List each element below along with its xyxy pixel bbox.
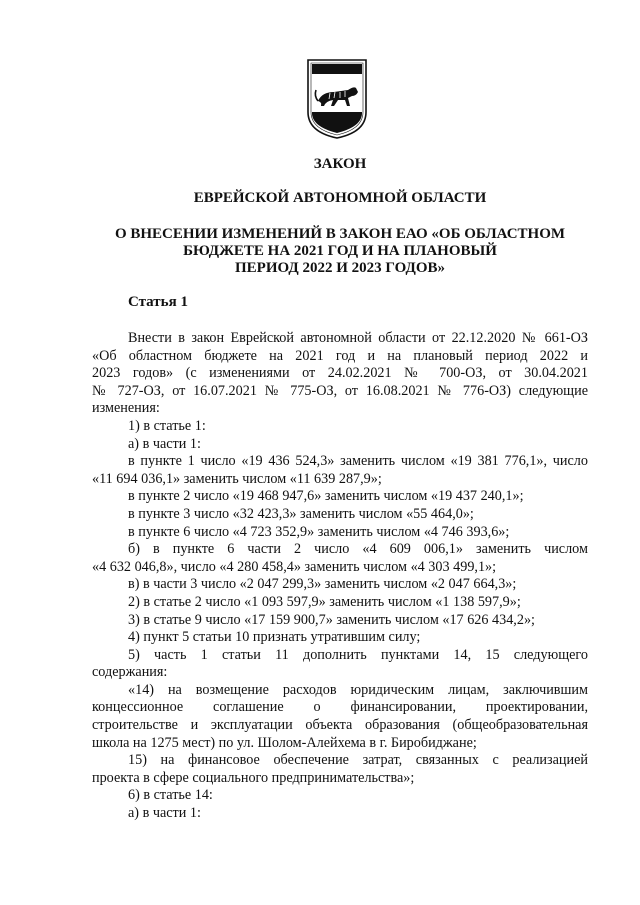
body-line: школа на 1275 мест) по ул. Шолом-Алейхема в г. Биробиджане;: [92, 734, 477, 751]
body-line: 15) на финансовое обеспечение затрат, связанных с реализацией: [128, 752, 588, 769]
body-line: 2) в статье 2 число «1 093 597,9» заменить числом «1 138 597,9»;: [128, 593, 521, 610]
body-line: «14) на возмещение расходов юридическим лицам, заключившим: [128, 681, 588, 698]
article-body: [92, 330, 588, 823]
body-line: 3) в статье 9 число «17 159 900,7» заменить числом «17 626 434,2»;: [128, 611, 535, 628]
law-title-line: ПЕРИОД 2022 И 2023 ГОДОВ»: [235, 260, 445, 276]
body-line: строительстве и эксплуатации объекта образования (общеобразовательная: [92, 717, 588, 734]
body-line: 6) в статье 14:: [128, 787, 213, 804]
body-line: 5) часть 1 статьи 11 дополнить пунктами 14, 15 следующего: [128, 646, 588, 663]
body-line: Внести в закон Еврейской автономной области от 22.12.2020 № 661-ОЗ: [128, 330, 588, 346]
body-line: «4 632 046,8», число «4 280 458,4» заменить числом «4 303 499,1»;: [92, 558, 497, 575]
coat-of-arms-emblem: [304, 54, 370, 140]
body-line: б) в пункте 6 части 2 число «4 609 006,1» заменить числом: [128, 541, 588, 558]
body-line: «11 694 036,1» заменить числом «11 639 287,9»;: [92, 470, 382, 487]
body-line: в пункте 3 число «32 423,3» заменить числом «55 464,0»;: [128, 505, 474, 522]
body-line: 2023 годов» (с изменениями от 24.02.2021 № 700-ОЗ, от 30.04.2021: [92, 365, 588, 382]
law-title-line: О ВНЕСЕНИИ ИЗМЕНЕНИЙ В ЗАКОН ЕАО «ОБ ОБЛАСТНОМ: [114, 226, 566, 242]
region-heading: ЕВРЕЙСКОЙ АВТОНОМНОЙ ОБЛАСТИ: [193, 190, 487, 206]
body-line: а) в части 1:: [128, 805, 201, 822]
law-title-line: БЮДЖЕТЕ НА 2021 ГОД И НА ПЛАНОВЫЙ: [183, 243, 497, 259]
body-line: «Об областном бюджете на 2021 год и на плановый период 2022 и: [92, 347, 588, 364]
body-line: 4) пункт 5 статьи 10 признать утратившим силу;: [128, 629, 421, 646]
article-heading: Статья 1: [128, 294, 188, 310]
law-heading: ЗАКОН: [313, 156, 367, 172]
body-line: № 727-ОЗ, от 16.07.2021 № 775-ОЗ, от 16.08.2021 № 776-ОЗ) следующие: [92, 382, 588, 399]
law-title: [80, 226, 600, 277]
body-line: содержания:: [92, 664, 168, 681]
body-line: изменения:: [92, 400, 160, 417]
body-line: проекта в сфере социального предпринимательства»;: [92, 769, 415, 786]
body-line: в пункте 1 число «19 436 524,3» заменить числом «19 381 776,1», число: [128, 453, 588, 470]
body-line: а) в части 1:: [128, 435, 201, 452]
body-line: в) в части 3 число «2 047 299,3» заменить числом «2 047 664,3»;: [128, 576, 517, 593]
body-line: в пункте 2 число «19 468 947,6» заменить числом «19 437 240,1»;: [128, 488, 524, 505]
body-line: концессионное соглашение о финансировании, проектировании,: [92, 699, 588, 716]
body-line: 1) в статье 1:: [128, 417, 206, 434]
body-line: в пункте 6 число «4 723 352,9» заменить числом «4 746 393,6»;: [128, 523, 510, 540]
